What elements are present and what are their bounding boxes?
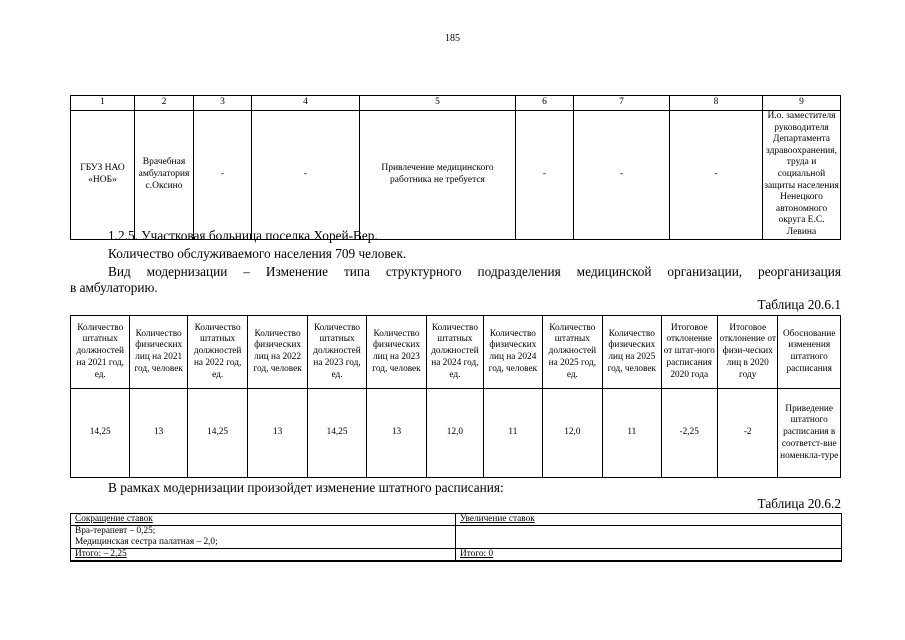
modernization-line-1: Вид модернизации – Изменение типа структурного подразделения медицинской организации, реорганизация <box>108 264 841 279</box>
column-number: 5 <box>360 96 516 111</box>
table-cell: И.о. заместителя руководителя Департамента здравоохранения, труда и социальной защиты населения Ненецкого автономного округа Е.С. Левина <box>763 111 841 240</box>
modernization-line-2: в амбулаторию. <box>70 280 158 295</box>
header-cell: Итоговое отклонение от штат-ного расписания 2020 года <box>661 316 717 389</box>
table-cell: - <box>670 111 763 240</box>
header-cell: Количество штатных должностей на 2025 год, ед. <box>542 316 602 389</box>
table-cell: - <box>252 111 360 240</box>
column-number: 2 <box>135 96 194 111</box>
value-cell: -2,25 <box>661 389 717 478</box>
value-cell: 13 <box>367 389 426 478</box>
page-number: 185 <box>445 33 460 44</box>
value-cell: 14,25 <box>71 389 130 478</box>
table-cell: ГБУЗ НАО «НОБ» <box>71 111 135 240</box>
decrease-item: Вра-терапевт – 0,25; <box>71 526 456 538</box>
paragraph-schedule-change: В рамках модернизации произойдет изменение штатного расписания: <box>108 480 504 495</box>
column-number: 6 <box>516 96 574 111</box>
header-cell: Количество физических лиц на 2024 год, человек <box>484 316 542 389</box>
population-text: Количество обслуживаемого населения 709 человек. <box>108 246 407 261</box>
value-cell: 12,0 <box>426 389 483 478</box>
header-cell: Количество физических лиц на 2023 год, человек <box>367 316 426 389</box>
value-cell: 13 <box>248 389 307 478</box>
header-cell: Количество штатных должностей на 2021 год, ед. <box>71 316 130 389</box>
value-cell: 13 <box>130 389 187 478</box>
table-staffing <box>70 315 841 478</box>
table-total-row <box>71 549 842 562</box>
table-caption: Таблица 20.6.1 <box>757 297 841 312</box>
value-cell: -2 <box>717 389 777 478</box>
decrease-total: Итого: – 2,25 <box>71 549 456 562</box>
table-cell: - <box>574 111 670 240</box>
header-increase: Увеличение ставок <box>456 514 842 526</box>
table-row <box>71 389 841 478</box>
table-cell: - <box>516 111 574 240</box>
header-cell: Количество штатных должностей на 2024 год, ед. <box>426 316 483 389</box>
header-cell: Количество штатных должностей на 2023 год, ед. <box>307 316 366 389</box>
increase-total: Итого: 0 <box>456 549 842 562</box>
table-header-row <box>71 316 841 389</box>
column-number: 4 <box>252 96 360 111</box>
header-cell: Количество штатных должностей на 2022 год, ед. <box>187 316 247 389</box>
header-cell: Количество физических лиц на 2022 год, человек <box>248 316 307 389</box>
value-cell: 14,25 <box>187 389 247 478</box>
column-number: 7 <box>574 96 670 111</box>
table-header-row <box>71 514 842 526</box>
table-header-row <box>71 96 841 111</box>
value-cell: 12,0 <box>542 389 602 478</box>
value-cell: 11 <box>484 389 542 478</box>
table-row <box>71 526 842 538</box>
header-cell: Итоговое отклонение от физи-ческих лиц в 2020 году <box>717 316 777 389</box>
value-cell: 11 <box>603 389 661 478</box>
header-cell: Обоснование изменения штатного расписания <box>778 316 841 389</box>
value-cell: 14,25 <box>307 389 366 478</box>
column-number: 8 <box>670 96 763 111</box>
section-title: 1.2.5. Участковая больница поселка Хорей-Вер. <box>108 228 378 243</box>
table-cell: Привлечение медицинского работника не требуется <box>360 111 516 240</box>
header-cell: Количество физических лиц на 2025 год, человек <box>603 316 661 389</box>
table-cell: - <box>194 111 252 240</box>
column-number: 3 <box>194 96 252 111</box>
header-decrease: Сокращение ставок <box>71 514 456 526</box>
empty-cell <box>456 526 842 549</box>
table-row <box>71 111 841 240</box>
header-cell: Количество физических лиц на 2021 год, человек <box>130 316 187 389</box>
column-number: 1 <box>71 96 135 111</box>
table-organizations <box>70 95 841 240</box>
table-rate-changes <box>70 513 842 562</box>
table-cell: Врачебная амбулатория с.Оксино <box>135 111 194 240</box>
decrease-item: Медицинская сестра палатная – 2,0; <box>71 537 456 549</box>
column-number: 9 <box>763 96 841 111</box>
table-caption: Таблица 20.6.2 <box>757 496 841 511</box>
value-cell: Приведение штатного расписания в соответст-вие номенкла-туре <box>778 389 841 478</box>
